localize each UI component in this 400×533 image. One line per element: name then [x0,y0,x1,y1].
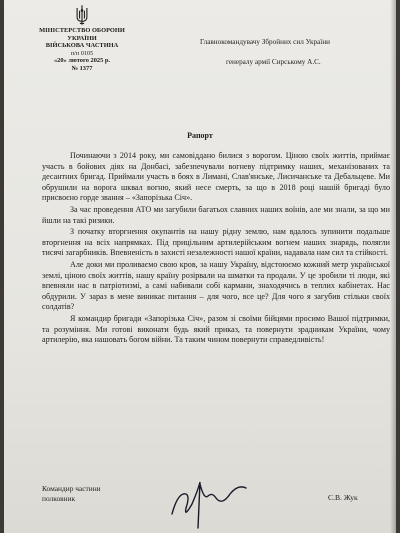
addressee-line2: генералу армії Сирському А.С. [226,58,321,66]
ministry-line2: УКРАЇНИ [67,34,97,42]
document-date: «20» лютого 2025 р. [53,57,111,65]
page-shadow [390,0,396,533]
paragraph: Але доки ми проливаємо свою кров, за нашу Україну, відстоюємо кожний метр української землі, ціною своїх життів, нашу країну розірвали на шматки та продали. У це зробили ті люди, які впевняли нас в патріотизмі, а самі набивали собі кармани, знаходячись в теплих кабінетах. Нас обдурили. У зараз в мене виникає питання – для чого, все це? Для чого я загубив стільки своїх солдатів? [42,259,390,312]
unit-name: ВІЙСЬКОВА ЧАСТИНА [45,42,119,50]
position-line1: Командир частини [42,484,101,493]
paragraph: Я командир бригади «Запорізька Січ», разом зі своїми бійцями просимо Вашої підтримки, та розуміння. Ми готові виконати будь який приказ, та повернути зрадникам України, чому артилерію, яка нашовать богом війни. Та таким чином повернути справедливість! [42,313,390,345]
document-body [42,151,390,347]
trident-emblem-icon [75,4,89,26]
paragraph: З початку вторгнення окупантів на нашу рідну землю, нам вдалось зупинити подальше вторгнення на всіх напрямках. Під прицільним артилерійським вогнем наших знарядь, полягли тисячі загарбників. Впевненість в захисті незалежності нашої країни, надавала нам сил та стійкості. [42,227,390,258]
ministry-line1: МІНІСТЕРСТВО ОБОРОНИ [39,27,125,34]
position-line2: полковник [42,494,76,503]
paragraph: За час проведення АТО ми загубили багатьох славних наших воїнів, але ми знали, за що ми йшли на такі ризики. [42,204,390,225]
addressee-block [200,38,386,67]
signatory-position [42,484,101,504]
letterhead [26,4,138,73]
paragraph: Починаючи з 2014 року, ми самовіддано билися з ворогом. Ціною своїх життів, приймає участь в бойових діях на Донбасі, забезпечували вогневу підтримку наших, механізованих та десантних бригад. Приймали участь в боях в Лимані, Слав'янське, Лисичанське та Дебальцеве. Ми обрушили на ворога шквал вогню, який несе смерть, за що в 2018 році нашій бригаді було присвоєно горде звання – «Запорізька Січ». [42,151,390,203]
addressee-line1: Главнокомандувачу Збройних сил України [200,38,331,46]
signatory-name: С.В. Жук [328,493,358,502]
handwritten-signature [164,474,254,530]
document-page [4,0,396,533]
unit-number: п/п 0105 [70,49,94,57]
document-number: № 1377 [71,64,93,72]
document-title: Рапорт [187,131,213,140]
